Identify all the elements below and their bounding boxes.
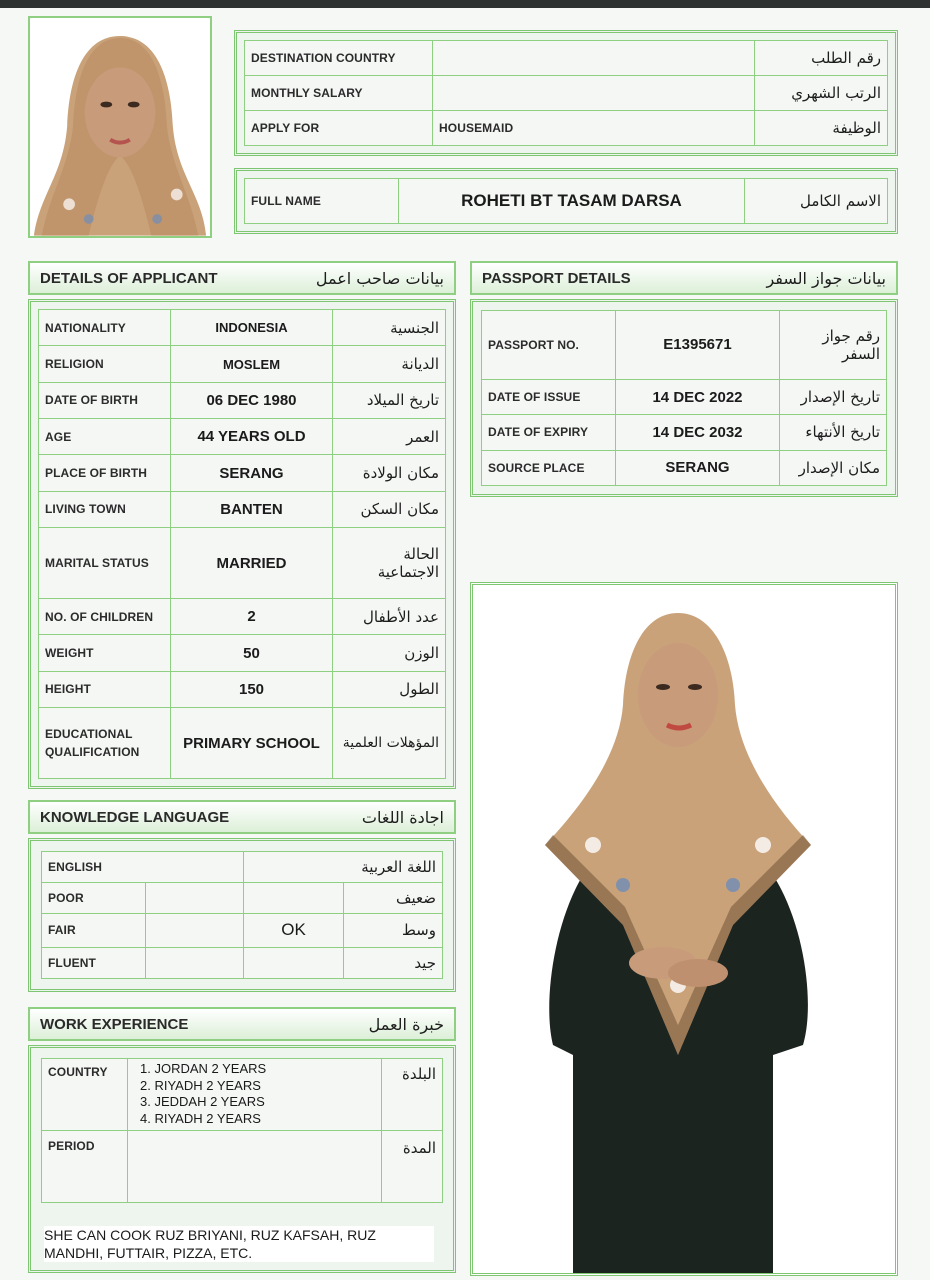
language-title-ar: اجادة اللغات	[361, 807, 444, 827]
row-label: SOURCE PLACE	[482, 450, 616, 485]
apply-for-ar: الوظيفة	[755, 111, 888, 146]
list-item: 2. RIYADH 2 YEARS	[140, 1077, 261, 1093]
row-label: NO. OF CHILDREN	[39, 598, 171, 634]
row-value: 50	[171, 635, 333, 671]
english-column-header: ENGLISH	[42, 852, 244, 883]
country-ar: البلدة	[382, 1059, 443, 1131]
work-title: WORK EXPERIENCE	[40, 1015, 189, 1033]
row-ar: العمر	[333, 419, 446, 455]
destination-value	[433, 41, 755, 76]
row-label: RELIGION	[39, 346, 171, 382]
full-name-ar: الاسم الكامل	[745, 179, 888, 224]
row-label: AGE	[39, 419, 171, 455]
row-label: WEIGHT	[39, 635, 171, 671]
row-value: 44 YEARS OLD	[171, 419, 333, 455]
row-value: INDONESIA	[171, 310, 333, 346]
language-header	[28, 800, 456, 834]
row-label: DATE OF BIRTH	[39, 382, 171, 418]
english-level-cell	[146, 948, 244, 979]
applicant-header	[28, 261, 456, 295]
applicant-table-box	[28, 299, 456, 789]
list-item: 1. JORDAN 2 YEARS	[140, 1061, 267, 1076]
row-ar: مكان الولادة	[333, 455, 446, 491]
language-table-box	[28, 838, 456, 992]
salary-label: MONTHLY SALARY	[245, 76, 433, 111]
row-label: DATE OF EXPIRY	[482, 415, 616, 450]
row-value: BANTEN	[171, 491, 333, 527]
apply-for-value: HOUSEMAID	[433, 111, 755, 146]
passport-title: PASSPORT DETAILS	[482, 269, 631, 287]
row-label: LIVING TOWN	[39, 491, 171, 527]
row-ar: الطول	[333, 671, 446, 707]
table-row	[42, 1059, 443, 1131]
row-value: 150	[171, 671, 333, 707]
work-header	[28, 1007, 456, 1041]
scan-edge	[0, 0, 930, 8]
full-name-label: FULL NAME	[245, 179, 399, 224]
level-label: POOR	[42, 882, 146, 913]
row-ar: المؤهلات العلمية	[333, 708, 446, 779]
table-row	[39, 528, 446, 599]
level-ar: ضعيف	[344, 882, 443, 913]
level-label: FAIR	[42, 913, 146, 947]
level-ar: وسط	[344, 913, 443, 947]
row-ar: مكان الإصدار	[780, 450, 887, 485]
row-value: 14 DEC 2032	[616, 415, 780, 450]
english-level-cell	[146, 913, 244, 947]
work-title-ar: خبرة العمل	[368, 1014, 444, 1034]
list-item: 3. JEDDAH 2 YEARS	[140, 1094, 265, 1109]
passport-header	[470, 261, 898, 295]
row-ar: تاريخ الأنتهاء	[780, 415, 887, 450]
table-row	[42, 948, 443, 979]
row-value: 06 DEC 1980	[171, 382, 333, 418]
level-label: FLUENT	[42, 948, 146, 979]
table-row	[482, 311, 887, 380]
period-value	[128, 1131, 382, 1203]
row-label: DATE OF ISSUE	[482, 379, 616, 414]
row-value: SERANG	[616, 450, 780, 485]
arabic-level-cell	[244, 882, 344, 913]
skills-note: SHE CAN COOK RUZ BRIYANI, RUZ KAFSAH, RUZ MANDHI, FUTTAIR, PIZZA, ETC.	[44, 1226, 434, 1262]
table-row	[245, 179, 888, 224]
destination-ar: رقم الطلب	[755, 41, 888, 76]
row-value: MARRIED	[171, 528, 333, 599]
row-value: PRIMARY SCHOOL	[171, 708, 333, 779]
row-ar: رقم جواز السفر	[780, 311, 887, 380]
row-value: SERANG	[171, 455, 333, 491]
country-list	[128, 1059, 382, 1131]
period-label: PERIOD	[42, 1131, 128, 1203]
arabic-level-cell: OK	[244, 913, 344, 947]
arabic-column-header: اللغة العربية	[244, 852, 443, 883]
row-label: EDUCATIONAL QUALIFICATION	[39, 708, 171, 779]
table-row	[245, 41, 888, 76]
row-ar: مكان السكن	[333, 491, 446, 527]
table-row	[39, 455, 446, 491]
table-row	[39, 419, 446, 455]
passport-title-ar: بيانات جواز السفر	[766, 268, 886, 288]
table-row	[39, 635, 446, 671]
table-row	[482, 379, 887, 414]
applicant-title: DETAILS OF APPLICANT	[40, 269, 218, 287]
row-label: PASSPORT NO.	[482, 311, 616, 380]
period-ar: المدة	[382, 1131, 443, 1203]
row-ar: تاريخ الإصدار	[780, 379, 887, 414]
apply-for-label: APPLY FOR	[245, 111, 433, 146]
row-ar: تاريخ الميلاد	[333, 382, 446, 418]
applicant-title-ar: بيانات صاحب اعمل	[315, 268, 444, 288]
table-row	[42, 1131, 443, 1203]
row-label: NATIONALITY	[39, 310, 171, 346]
row-value: 2	[171, 598, 333, 634]
table-row	[39, 346, 446, 382]
table-row	[482, 450, 887, 485]
salary-ar: الرتب الشهري	[755, 76, 888, 111]
salary-value	[433, 76, 755, 111]
row-label: MARITAL STATUS	[39, 528, 171, 599]
row-value: MOSLEM	[171, 346, 333, 382]
table-row	[39, 382, 446, 418]
table-row	[245, 76, 888, 111]
full-name-value: ROHETI BT TASAM DARSA	[399, 179, 745, 224]
table-row	[482, 415, 887, 450]
table-row	[39, 708, 446, 779]
english-level-cell	[146, 882, 244, 913]
destination-label: DESTINATION COUNTRY	[245, 41, 433, 76]
row-value: E1395671	[616, 311, 780, 380]
language-title: KNOWLEDGE LANGUAGE	[40, 808, 230, 826]
table-row	[39, 598, 446, 634]
table-row	[42, 913, 443, 947]
portrait-photo	[28, 16, 212, 238]
full-name-box	[234, 168, 898, 234]
table-row	[39, 671, 446, 707]
row-ar: الحالة الاجتماعية	[333, 528, 446, 599]
table-row	[245, 111, 888, 146]
table-row	[42, 852, 443, 883]
full-body-photo	[470, 582, 898, 1276]
table-row	[42, 882, 443, 913]
job-info-box	[234, 30, 898, 156]
row-ar: عدد الأطفال	[333, 598, 446, 634]
row-label: HEIGHT	[39, 671, 171, 707]
row-ar: الديانة	[333, 346, 446, 382]
row-label: PLACE OF BIRTH	[39, 455, 171, 491]
list-item: 4. RIYADH 2 YEARS	[140, 1110, 261, 1126]
table-row	[39, 310, 446, 346]
passport-table-box	[470, 299, 898, 497]
row-ar: الوزن	[333, 635, 446, 671]
row-value: 14 DEC 2022	[616, 379, 780, 414]
level-ar: جيد	[344, 948, 443, 979]
arabic-level-cell	[244, 948, 344, 979]
table-row	[39, 491, 446, 527]
country-label: COUNTRY	[42, 1059, 128, 1131]
row-ar: الجنسية	[333, 310, 446, 346]
